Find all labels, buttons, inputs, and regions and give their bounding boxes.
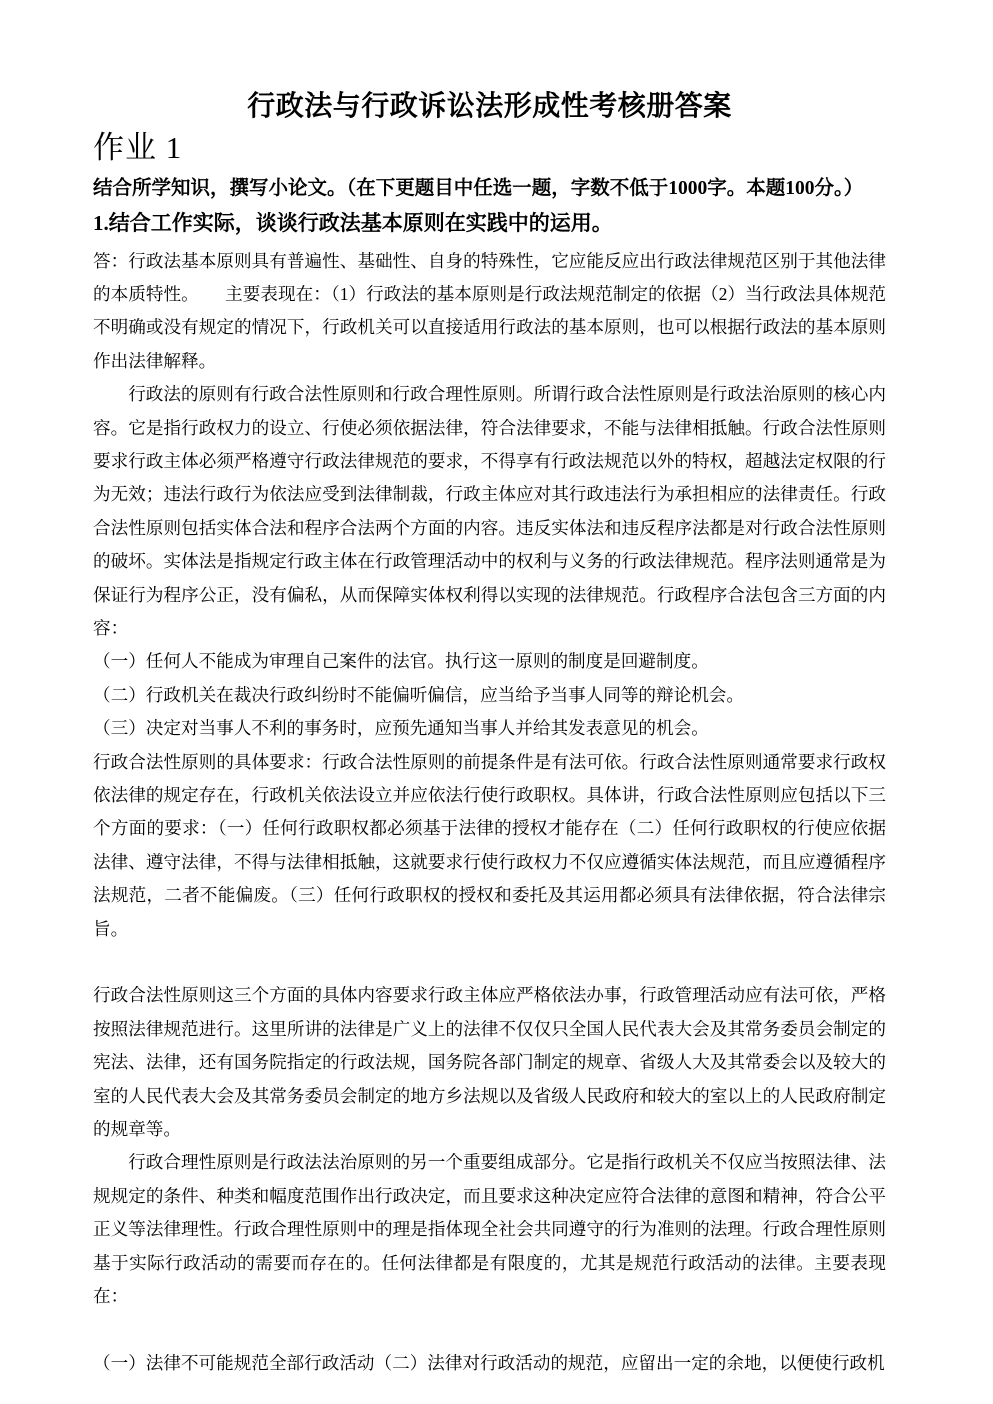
assignment-heading: 作业 1 xyxy=(93,130,183,165)
answer-body xyxy=(93,245,886,1381)
answer-paragraph: 行政合法性原则的具体要求：行政合法性原则的前提条件是有法可依。行政合法性原则通常要求行政权依法律的规定存在，行政机关依法设立并应依法行使行政职权。具体讲，行政合法性原则应包括以下三个方面的要求：（一）任何行政职权都必须基于法律的授权才能存在（二）任何行政职权的行使应依据法律、遵守法律，不得与法律相抵触，这就要求行使行政权力不仅应遵循实体法规范，而且应遵循程序法规范，二者不能偏废。（三）任何行政职权的授权和委托及其运用都必须具有法律依据，符合法律宗旨。 xyxy=(93,751,886,939)
answer-paragraph: （一）法律不可能规范全部行政活动（二）法律对行政活动的规范，应留出一定的余地，以便使行政机 xyxy=(93,1352,885,1373)
answer-paragraph: 行政法的原则有行政合法性原则和行政合理性原则。所谓行政合法性原则是行政法治原则的核心内容。它是指行政权力的设立、行使必须依据法律，符合法律要求，不能与法律相抵触。行政合法性原则要求行政主体必须严格遵守行政法律规范的要求，不得享有行政法规范以外的特权，超越法定权限的行为无效；违法行政行为依法应受到法律制裁，行政主体应对其行政违法行为承担相应的法律责任。行政合法性原则包括实体合法和程序合法两个方面的内容。违反实体法和违反程序法都是对行政合法性原则的破坏。实体法是指规定行政主体在行政管理活动中的权利与义务的行政法律规范。程序法则通常是为保证行为程序公正，没有偏私，从而保障实体权利得以实现的法律规范。行政程序合法包含三方面的内容： xyxy=(93,384,886,638)
document-title: 行政法与行政诉讼法形成性考核册答案 xyxy=(247,91,732,122)
answer-paragraph: （三）决定对当事人不利的事务时，应预先通知当事人并给其发表意见的机会。 xyxy=(93,718,709,739)
question-heading: 1.结合工作实际，谈谈行政法基本原则在实践中的运用。 xyxy=(93,210,613,235)
answer-paragraph: 答：行政法基本原则具有普遍性、基础性、自身的特殊性，它应能反应出行政法律规范区别于其他法律的本质特性。 主要表现在：（1）行政法的基本原则是行政法规范制定的依据（2）当行政法具体规范不明确或没有规定的情况下，行政机关可以直接适用行政法的基本原则，也可以根据行政法的基本原则作出法律解释。 xyxy=(93,250,886,371)
answer-paragraph: 行政合法性原则这三个方面的具体内容要求行政主体应严格依法办事，行政管理活动应有法可依，严格按照法律规范进行。这里所讲的法律是广义上的法律不仅仅只全国人民代表大会及其常务委员会制定的宪法、法律，还有国务院指定的行政法规，国务院各部门制定的规章、省级人大及其常委会以及较大的室的人民代表大会及其常务委员会制定的地方乡法规以及省级人民政府和较大的室以上的人民政府制定的规章等。 xyxy=(93,985,886,1140)
answer-paragraph: （一）任何人不能成为审理自己案件的法官。执行这一原则的制度是回避制度。 xyxy=(93,651,709,672)
assignment-instructions: 结合所学知识，撰写小论文。（在下更题目中任选一题，字数不低于1000字。本题100分。） xyxy=(93,178,864,199)
answer-paragraph: 行政合理性原则是行政法法治原则的另一个重要组成部分。它是指行政机关不仅应当按照法律、法规规定的条件、种类和幅度范围作出行政决定，而且要求这种决定应符合法律的意图和精神，符合公平正义等法律理性。行政合理性原则中的理是指体现全社会共同遵守的行为准则的法理。行政合理性原则基于实际行政活动的需要而存在的。任何法律都是有限度的，尤其是规范行政活动的法律。主要表现在： xyxy=(93,1152,886,1307)
answer-paragraph: （二）行政机关在裁决行政纠纷时不能偏听偏信，应当给予当事人同等的辩论机会。 xyxy=(93,684,744,705)
